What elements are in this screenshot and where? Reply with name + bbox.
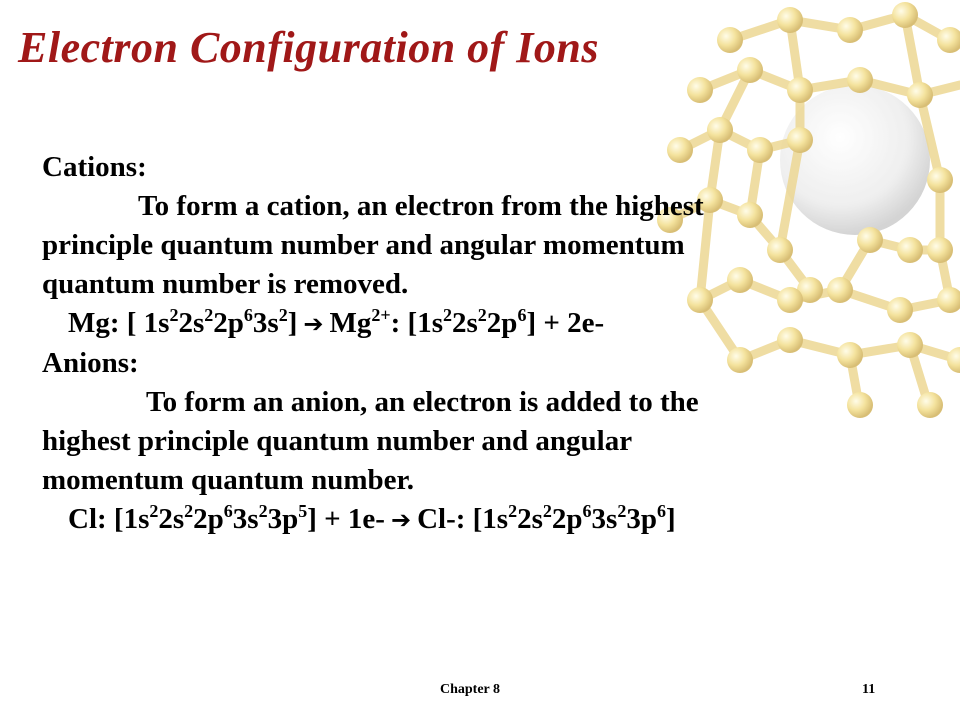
mg-rhs-tail: ] + 2e- (526, 307, 605, 339)
mg-rhs-open: : [1s (390, 307, 443, 339)
mg-ion-charge: 2+ (371, 305, 391, 325)
cl-equation: Cl: $[1s^22s^22p^63s^23p^5] + 1e-$ ➔ Cl-: $[1s^22s^22p^63s^23p^6]$ (42, 500, 902, 540)
cl-rhs-label: Cl-: [1s (417, 503, 509, 535)
arrow-icon: ➔ (303, 310, 324, 338)
mg-rhs-label: Mg (329, 307, 372, 339)
mg-lhs-label: Mg: [ 1s (68, 307, 170, 339)
cl-lhs-label: Cl: [1s (68, 503, 150, 535)
cations-desc-line-2: principle quantum number and angular momentum (42, 229, 685, 261)
anions-desc-line-3: momentum quantum number. (42, 464, 414, 496)
slide-body (42, 148, 902, 540)
anions-desc-line-1: To form an anion, an electron is added to the (146, 386, 699, 418)
anions-heading: Anions: (42, 347, 139, 379)
mg-equation: Mg: [ $1s^22s^22p^63s^2$] ➔ $Mg^{2+}$: $[1s^22s^22p^6] + 2e-$ (42, 304, 902, 344)
cations-desc-line-1: To form a cation, an electron from the highest (138, 190, 704, 222)
cations-desc-line-3: quantum number is removed. (42, 268, 409, 300)
mg-lhs-tail: ] (287, 307, 298, 339)
cl-rhs-tail: ] (665, 503, 676, 535)
cations-heading: Cations: (42, 151, 147, 183)
footer-chapter: Chapter 8 (440, 682, 501, 697)
anions-desc-line-2: highest principle quantum number and angular (42, 425, 633, 457)
slide-title: Electron Configuration of Ions (18, 23, 600, 72)
page-number: 11 (862, 682, 876, 697)
arrow-icon: ➔ (390, 506, 412, 534)
cl-lhs-tail: ] + 1e- (307, 503, 385, 535)
